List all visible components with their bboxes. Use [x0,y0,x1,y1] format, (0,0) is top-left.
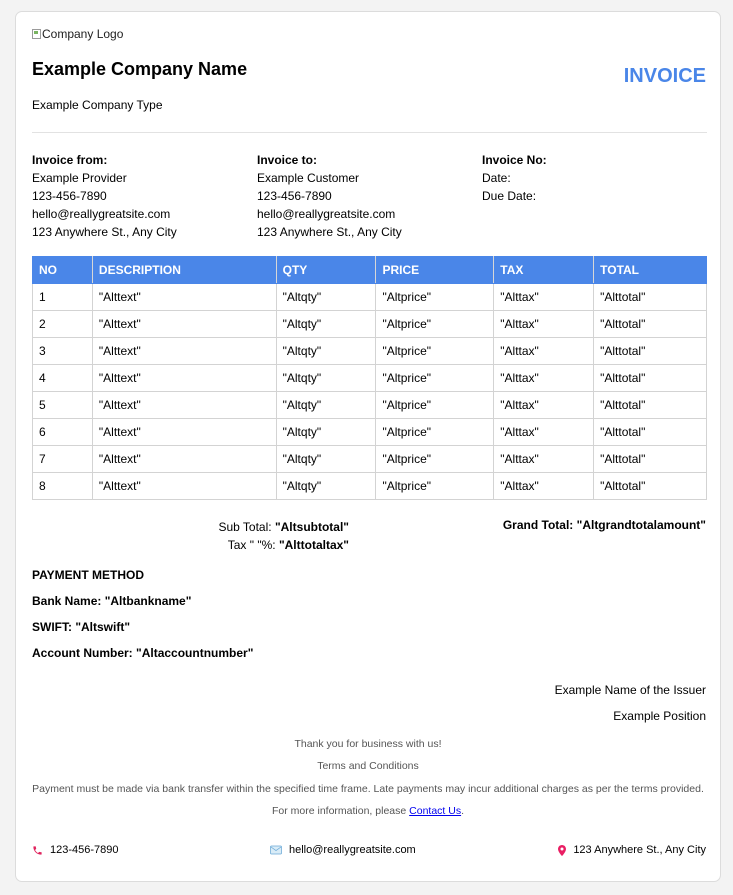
contact-phone [32,844,119,856]
cell-no: 2 [33,311,93,338]
grand-total [503,518,706,532]
header-no: NO [33,257,93,284]
cell-no: 1 [33,284,93,311]
company-logo [32,27,123,41]
cell-description: "Alttext" [92,338,276,365]
invoice-title: INVOICE [623,65,706,87]
cell-description: "Alttext" [92,311,276,338]
payment-method-heading: PAYMENT METHOD [32,568,145,582]
subtotals-block [218,518,349,554]
cell-tax: "Alttax" [494,446,594,473]
cell-total: "Alttotal" [594,419,707,446]
header-price: PRICE [376,257,494,284]
header-qty: QTY [276,257,376,284]
invoice-to-block [257,151,402,241]
to-email: hello@reallygreatsite.com [257,207,396,221]
to-address: 123 Anywhere St., Any City [257,225,402,239]
header-tax: TAX [494,257,594,284]
contact-email-text: hello@reallygreatsite.com [289,844,416,856]
grand-total-label: Grand Total: [502,518,574,532]
to-name: Example Customer [257,171,360,185]
table-row [33,284,707,311]
company-type: Example Company Type [32,98,163,112]
invoice-from-label: Invoice from: [32,153,108,167]
to-phone: 123-456-7890 [257,189,332,203]
table-row [33,473,707,500]
cell-description: "Alttext" [92,419,276,446]
cell-total: "Alttotal" [594,338,707,365]
cell-description: "Alttext" [92,284,276,311]
cell-total: "Alttotal" [594,392,707,419]
due-date-label: Due Date: [482,189,537,203]
cell-qty: "Altqty" [276,473,376,500]
cell-price: "Altprice" [376,338,494,365]
more-info-prefix: For more information, please [271,805,410,817]
subtotal-value: "Altsubtotal" [274,520,349,534]
logo-alt-text: Company Logo [42,27,124,41]
invoice-from-block [32,151,177,241]
thank-you-note: Thank you for business with us! [294,738,442,750]
cell-qty: "Altqty" [276,392,376,419]
issuer-position: Example Position [613,709,706,723]
cell-total: "Alttotal" [594,365,707,392]
table-row [33,392,707,419]
cell-tax: "Alttax" [494,311,594,338]
cell-qty: "Altqty" [276,311,376,338]
cell-qty: "Altqty" [276,284,376,311]
tax-value: "Alttotaltax" [278,538,349,552]
table-row [33,365,707,392]
swift-code: SWIFT: "Altswift" [32,620,131,634]
from-name: Example Provider [32,171,127,185]
location-pin-icon [558,845,566,856]
terms-note: Payment must be made via bank transfer within the specified time frame. Late payments may incur additional charges as per the terms provided. [32,783,704,795]
more-info-suffix: . [461,805,464,817]
cell-price: "Altprice" [376,284,494,311]
cell-qty: "Altqty" [276,338,376,365]
cell-total: "Alttotal" [594,473,707,500]
cell-description: "Alttext" [92,473,276,500]
cell-tax: "Alttax" [494,338,594,365]
contact-address [558,844,706,856]
cell-qty: "Altqty" [276,365,376,392]
company-name: Example Company Name [32,59,248,79]
invoice-no-label: Invoice No: [482,153,547,167]
header-total: TOTAL [594,257,707,284]
header-description: DESCRIPTION [92,257,276,284]
contact-address-text: 123 Anywhere St., Any City [573,844,706,856]
table-row [33,446,707,473]
cell-tax: "Alttax" [494,392,594,419]
table-header-row [33,257,707,284]
subtotal-label: Sub Total: [218,520,272,534]
email-icon [270,845,282,855]
cell-qty: "Altqty" [276,446,376,473]
divider [32,132,707,133]
grand-total-value: "Altgrandtotalamount" [576,518,706,532]
date-label: Date: [482,171,511,185]
bank-name: Bank Name: "Altbankname" [32,594,192,608]
table-row [33,338,707,365]
cell-description: "Alttext" [92,446,276,473]
cell-price: "Altprice" [376,392,494,419]
cell-no: 3 [33,338,93,365]
cell-tax: "Alttax" [494,473,594,500]
cell-tax: "Alttax" [494,365,594,392]
contact-us-link[interactable]: Contact Us [409,805,462,817]
cell-no: 4 [33,365,93,392]
broken-image-icon [32,29,41,39]
table-row [33,311,707,338]
cell-total: "Alttotal" [594,311,707,338]
cell-price: "Altprice" [376,473,494,500]
cell-description: "Alttext" [92,392,276,419]
cell-total: "Alttotal" [594,446,707,473]
from-email: hello@reallygreatsite.com [32,207,171,221]
from-address: 123 Anywhere St., Any City [32,225,177,239]
phone-icon [32,845,43,856]
cell-description: "Alttext" [92,365,276,392]
invoice-meta-block [482,151,547,205]
cell-price: "Altprice" [376,365,494,392]
table-row [33,419,707,446]
cell-price: "Altprice" [376,419,494,446]
cell-price: "Altprice" [376,446,494,473]
cell-no: 8 [33,473,93,500]
cell-price: "Altprice" [376,311,494,338]
terms-heading: Terms and Conditions [317,760,419,772]
cell-no: 6 [33,419,93,446]
invoice-to-label: Invoice to: [257,153,318,167]
cell-total: "Alttotal" [594,284,707,311]
more-info [16,805,720,817]
tax-label: Tax " "%: [227,538,276,552]
from-phone: 123-456-7890 [32,189,107,203]
items-table [32,256,707,500]
contact-phone-text: 123-456-7890 [50,844,119,856]
cell-no: 7 [33,446,93,473]
cell-tax: "Alttax" [494,419,594,446]
cell-tax: "Alttax" [494,284,594,311]
cell-no: 5 [33,392,93,419]
invoice-card [15,11,721,882]
contact-email [270,844,416,856]
issuer-name: Example Name of the Issuer [554,683,706,697]
account-number: Account Number: "Altaccountnumber" [32,646,254,660]
cell-qty: "Altqty" [276,419,376,446]
